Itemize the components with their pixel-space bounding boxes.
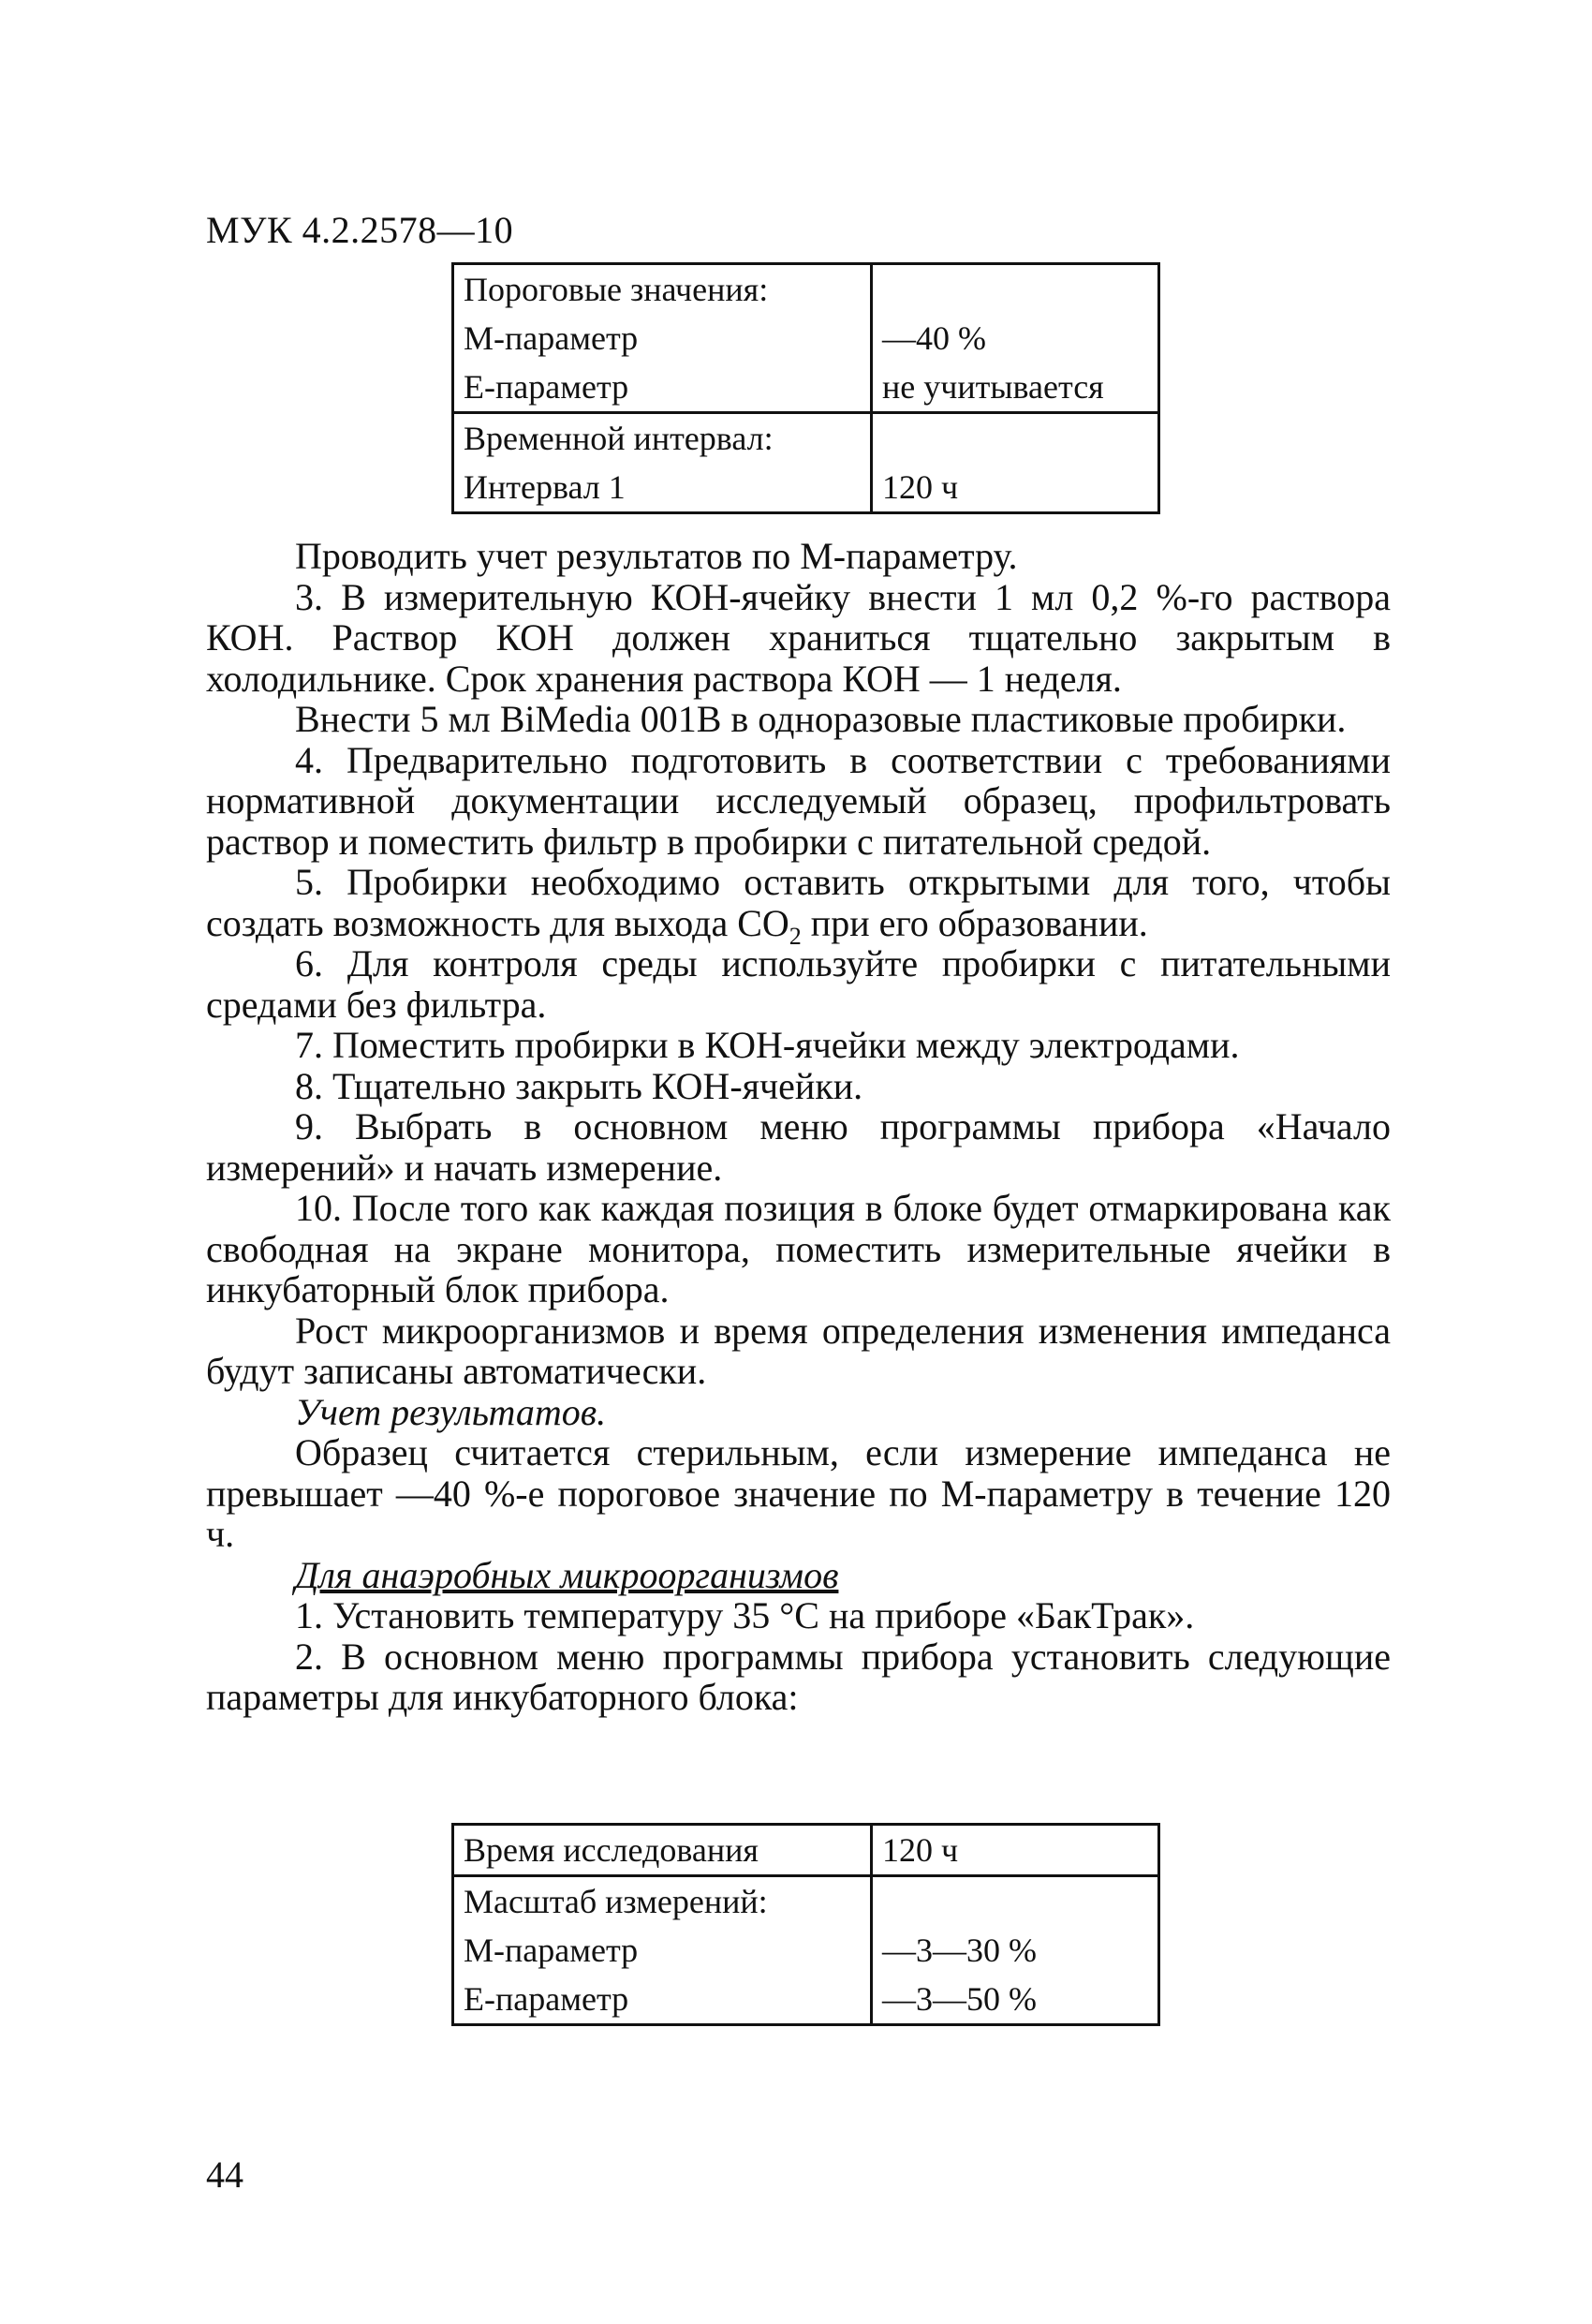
- table-row: [453, 1825, 1159, 1876]
- table-cell: [453, 264, 872, 413]
- table-cell: [453, 413, 872, 513]
- cell-line: Временной интервал:: [464, 420, 774, 457]
- paragraph: 3. В измерительную КОН-ячейку внести 1 мл 0,2 %-го раствора КОН. Раствор КОН должен храниться тщательно закрытым в холодильнике. Срок хранения раствора КОН — 1 неделя.: [206, 575, 1391, 700]
- cell-line: 120 ч: [882, 468, 959, 506]
- section-heading: Учет результатов.: [295, 1390, 607, 1433]
- table-row: [453, 1876, 1159, 2025]
- cell-line: Масштаб измерений:: [464, 1883, 768, 1920]
- paragraph: Внести 5 мл BiMedia 001B в одноразовые пластиковые пробирки.: [295, 698, 1347, 740]
- cell-line: —40 %: [882, 319, 986, 357]
- paragraph: 10. После того как каждая позиция в блоке будет отмаркирована как свободная на экране монитора, поместить измерительные ячейки в инкубаторный блок прибора.: [206, 1187, 1391, 1310]
- page-number: 44: [206, 2154, 243, 2196]
- paragraph: 6. Для контроля среды используйте пробирки с питательными средами без фильтра.: [206, 942, 1391, 1026]
- table-row: [453, 264, 1159, 413]
- cell-line: Время исследования: [464, 1831, 759, 1869]
- text-run: при его образовании.: [801, 901, 1148, 944]
- paragraph: Проводить учет результатов по М-параметру.: [295, 535, 1018, 577]
- paragraph: Образец считается стерильным, если измерение импеданса не превышает —40 %-е пороговое значение по М-параметру в течение 120 ч.: [206, 1431, 1391, 1555]
- paragraph: [206, 861, 1391, 950]
- body-text: [206, 536, 1391, 1718]
- cell-line: —3—50 %: [882, 1980, 1037, 2018]
- cell-line: [882, 414, 1148, 463]
- table-cell: [872, 264, 1159, 413]
- cell-line: 120 ч: [882, 1831, 959, 1869]
- paragraph: 2. В основном меню программы прибора установить следующие параметры для инкубаторного блока:: [206, 1635, 1391, 1718]
- paragraph: 4. Предварительно подготовить в соответствии с требованиями нормативной документации исследуемый образец, профильтровать раствор и поместить фильтр в пробирки с питательной средой.: [206, 738, 1391, 863]
- cell-line: Е-параметр: [464, 1980, 629, 2018]
- cell-line: Пороговые значения:: [464, 271, 769, 308]
- table-cell: [453, 1825, 872, 1876]
- cell-line: —3—30 %: [882, 1932, 1037, 1969]
- paragraph: 8. Тщательно закрыть КОН-ячейки.: [295, 1064, 863, 1107]
- table-cell: [872, 413, 1159, 513]
- cell-line: [882, 265, 1148, 314]
- paragraph: 9. Выбрать в основном меню программы прибора «Начало измерений» и начать измерение.: [206, 1105, 1391, 1189]
- subscript: 2: [789, 922, 802, 950]
- cell-line: [882, 1877, 1148, 1926]
- paragraph: Рост микроорганизмов и время определения изменения импеданса будут записаны автоматически.: [206, 1309, 1391, 1392]
- paragraph: 1. Установить температуру 35 °С на приборе «БакТрак».: [295, 1594, 1195, 1636]
- text-run: 5. Пробирки необходимо оставить открытыми для того, чтобы создать возможность для выхода CO: [206, 861, 1391, 944]
- table-cell: [872, 1825, 1159, 1876]
- parameters-table: [451, 1823, 1160, 2026]
- paragraph: 7. Поместить пробирки в КОН-ячейки между электродами.: [295, 1024, 1240, 1066]
- cell-line: М-параметр: [464, 319, 639, 357]
- cell-line: не учитывается: [882, 368, 1104, 406]
- document-code-header: МУК 4.2.2578—10: [206, 209, 514, 251]
- thresholds-table: [451, 262, 1160, 514]
- section-heading: Для анаэробных микроорганизмов: [295, 1553, 839, 1596]
- cell-line: Е-параметр: [464, 368, 629, 406]
- table-cell: [872, 1876, 1159, 2025]
- cell-line: Интервал 1: [464, 468, 626, 506]
- table-cell: [453, 1876, 872, 2025]
- table-row: [453, 413, 1159, 513]
- cell-line: М-параметр: [464, 1932, 639, 1969]
